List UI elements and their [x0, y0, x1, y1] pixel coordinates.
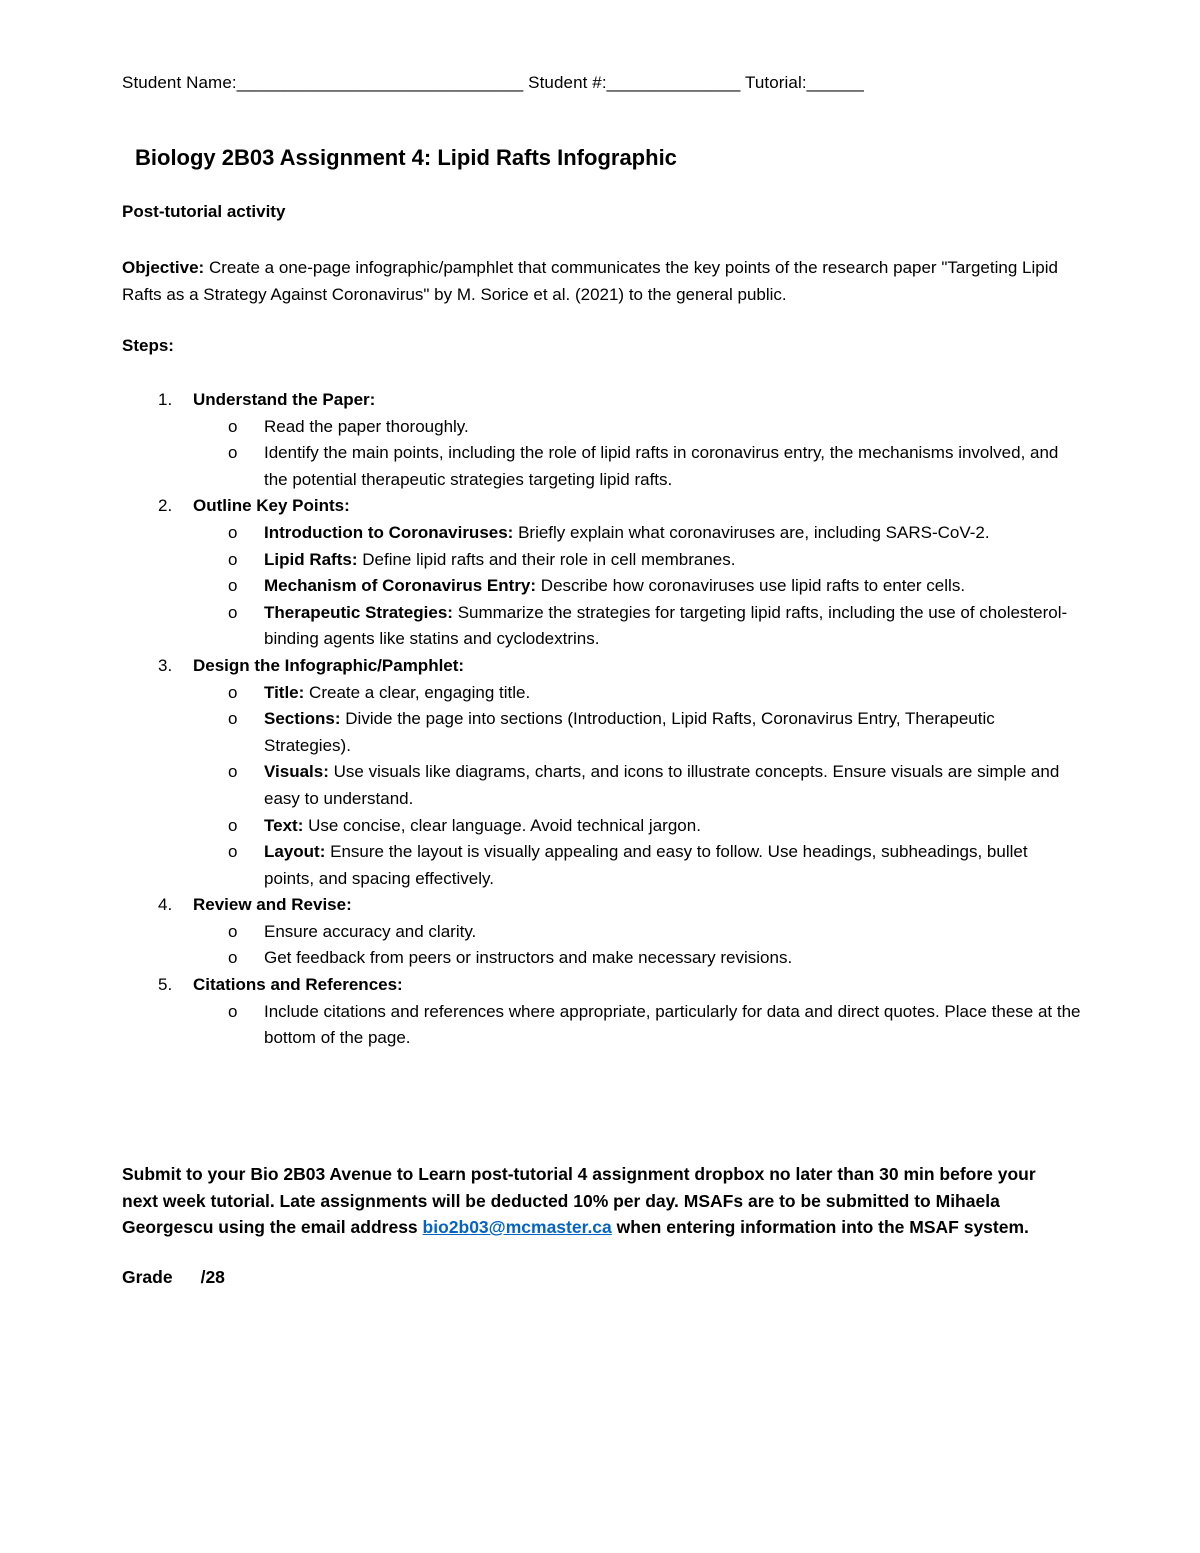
document-subtitle: Post-tutorial activity	[122, 202, 286, 221]
list-item	[193, 945, 1082, 972]
objective-label: Objective:	[122, 258, 205, 277]
list-item-label: Therapeutic Strategies:	[264, 602, 453, 622]
step-sub-list	[193, 919, 1082, 972]
step-title: Design the Infographic/Pamphlet:	[193, 655, 465, 675]
step-number: 5.	[158, 975, 173, 995]
student-number-field[interactable]: Student #:______________	[528, 73, 741, 92]
list-item-label: Sections:	[264, 709, 341, 729]
step-item	[122, 972, 1082, 1052]
list-item-text: Summarize the strategies for targeting lipid rafts, including the use of cholesterol-binding agents like statins and cyclodextrins.	[264, 602, 1068, 649]
list-item-text: Divide the page into sections (Introduction, Lipid Rafts, Coronavirus Entry, Therapeutic Strategies).	[264, 709, 995, 755]
list-item-text: Define lipid rafts and their role in cell membranes.	[362, 549, 736, 569]
grade-label: Grade	[122, 1267, 173, 1287]
list-item-text: Create a clear, engaging title.	[309, 682, 531, 702]
student-name-field[interactable]: Student Name:______________________________	[122, 73, 524, 92]
submission-text-end: when entering information into the MSAF system.	[611, 1217, 1029, 1237]
list-item	[193, 759, 1082, 812]
list-item-label: Mechanism of Coronavirus Entry:	[264, 576, 537, 596]
submission-instructions	[122, 1161, 1072, 1241]
list-item-label: Visuals:	[264, 762, 329, 782]
bullet-icon: o	[228, 1001, 238, 1021]
step-number: 4.	[158, 895, 173, 915]
steps-list	[122, 387, 1082, 1052]
list-item	[193, 919, 1082, 946]
list-item	[193, 440, 1082, 493]
step-sub-list	[193, 520, 1082, 653]
list-item-label: Layout:	[264, 842, 326, 862]
bullet-icon: o	[228, 602, 238, 622]
list-item	[193, 414, 1082, 441]
list-item	[193, 520, 1082, 547]
list-item-text: Briefly explain what coronaviruses are, including SARS-CoV-2.	[518, 522, 990, 542]
list-item	[193, 600, 1082, 653]
step-number: 1.	[158, 390, 173, 409]
bullet-icon: o	[228, 549, 238, 569]
list-item-label: Title:	[264, 682, 305, 702]
email-link[interactable]: bio2b03@mcmaster.ca	[422, 1217, 612, 1237]
list-item	[193, 706, 1082, 759]
step-sub-list	[193, 414, 1082, 494]
list-item	[193, 573, 1082, 600]
grade-value: /28	[200, 1267, 225, 1287]
bullet-icon: o	[228, 948, 238, 968]
step-number: 2.	[158, 496, 173, 516]
list-item	[193, 839, 1082, 892]
list-item-text: Use visuals like diagrams, charts, and icons to illustrate concepts. Ensure visuals are simple and easy to understand.	[264, 762, 1060, 808]
bullet-icon: o	[228, 443, 238, 463]
list-item	[193, 680, 1082, 707]
step-item	[122, 653, 1082, 892]
student-info-header	[122, 73, 864, 93]
list-item-text: Identify the main points, including the role of lipid rafts in coronavirus entry, the mechanisms involved, and the potential therapeutic strategies targeting lipid rafts.	[264, 443, 1059, 489]
bullet-icon: o	[228, 709, 238, 729]
list-item	[193, 813, 1082, 840]
list-item-text: Ensure accuracy and clarity.	[264, 921, 477, 941]
list-item-label: Text:	[264, 815, 304, 835]
step-title: Outline Key Points:	[193, 496, 350, 516]
list-item-text: Ensure the layout is visually appealing and easy to follow. Use headings, subheadings, bullet points, and spacing effectively.	[264, 842, 1028, 888]
step-number: 3.	[158, 655, 173, 675]
list-item-label: Introduction to Coronaviruses:	[264, 522, 514, 542]
objective-paragraph	[122, 254, 1082, 308]
list-item	[193, 547, 1082, 574]
list-item-text: Use concise, clear language. Avoid technical jargon.	[308, 815, 701, 835]
list-item	[193, 999, 1082, 1052]
bullet-icon: o	[228, 576, 238, 596]
bullet-icon: o	[228, 682, 238, 702]
list-item-text: Get feedback from peers or instructors and make necessary revisions.	[264, 948, 793, 968]
step-title: Understand the Paper:	[193, 390, 376, 409]
submission-text: Submit to your Bio 2B03 Avenue to Learn post-tutorial 4 assignment dropbox no later than 30 min before your next week tutorial. Late assignments will be deducted 10% per day. MSAFs are to be submitted to Mihaela Georgescu using the email address	[122, 1164, 1036, 1237]
list-item-text: Include citations and references where appropriate, particularly for data and direct quotes. Place these at the bottom of the page.	[264, 1001, 1081, 1048]
list-item-label: Lipid Rafts:	[264, 549, 358, 569]
bullet-icon: o	[228, 815, 238, 835]
grade-line	[122, 1267, 225, 1288]
step-item	[122, 387, 1082, 493]
step-sub-list	[193, 999, 1082, 1052]
step-sub-list	[193, 680, 1082, 893]
document-title: Biology 2B03 Assignment 4: Lipid Rafts Infographic	[135, 145, 677, 170]
list-item-text: Read the paper thoroughly.	[264, 416, 469, 436]
tutorial-field[interactable]: Tutorial:______	[744, 73, 864, 92]
bullet-icon: o	[228, 921, 238, 941]
step-item	[122, 892, 1082, 972]
bullet-icon: o	[228, 416, 238, 436]
bullet-icon: o	[228, 522, 238, 542]
step-title: Citations and References:	[193, 975, 403, 995]
list-item-text: Describe how coronaviruses use lipid rafts to enter cells.	[540, 576, 966, 596]
bullet-icon: o	[228, 842, 238, 862]
step-title: Review and Revise:	[193, 895, 352, 915]
step-item	[122, 493, 1082, 653]
bullet-icon: o	[228, 762, 238, 782]
steps-heading: Steps:	[122, 336, 174, 355]
objective-text: Create a one-page infographic/pamphlet that communicates the key points of the research paper "Targeting Lipid Rafts as a Strategy Against Coronavirus" by M. Sorice et al. (2021) to the general public.	[122, 258, 1058, 304]
